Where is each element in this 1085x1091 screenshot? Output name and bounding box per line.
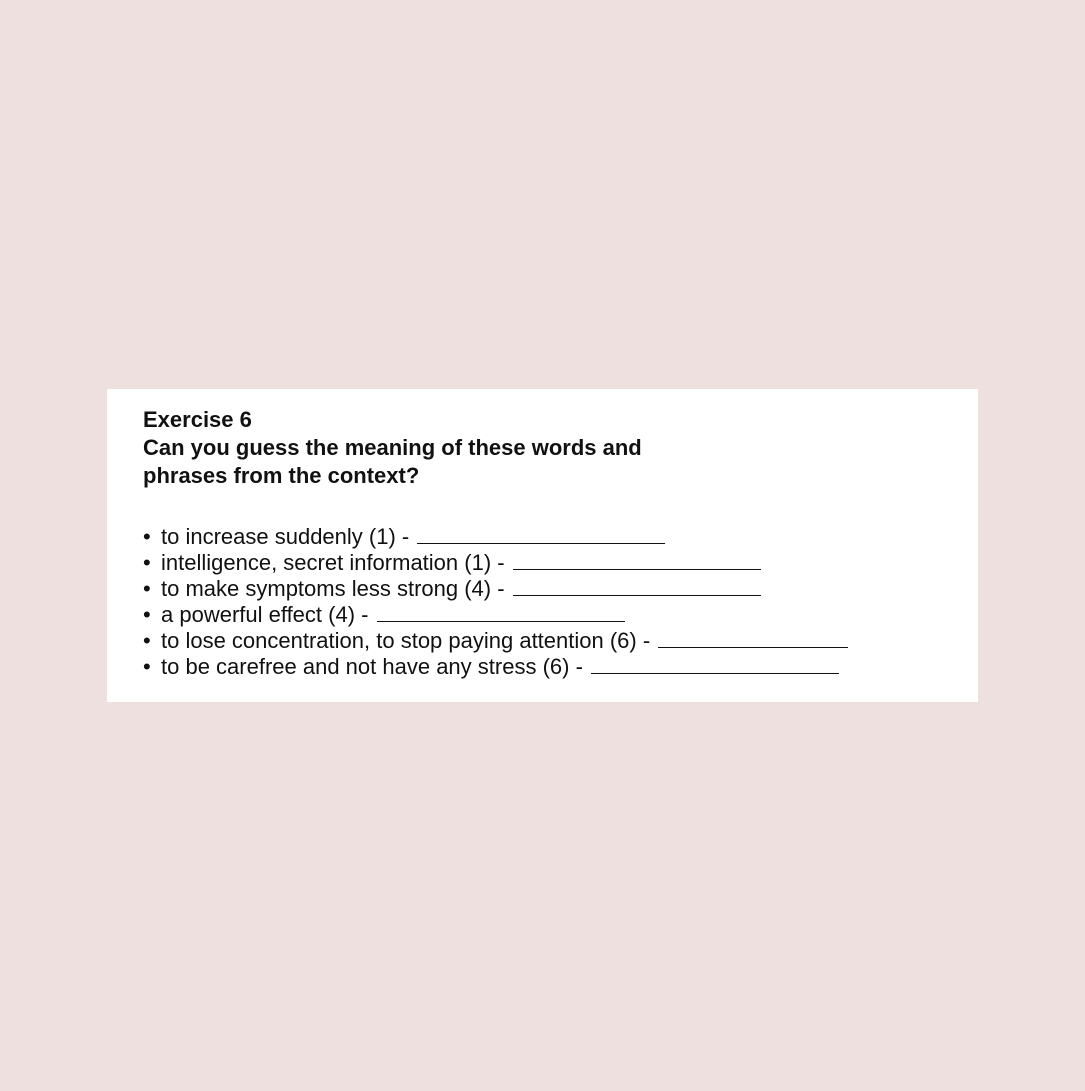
list-item [143,524,978,550]
list-item [143,654,978,680]
exercise-title: Exercise 6 [143,407,252,432]
list-item [143,628,978,654]
bullet: • [143,524,151,549]
bullet: • [143,550,151,575]
list-item [143,576,978,602]
bullet: • [143,602,151,627]
bullet: • [143,654,151,679]
item-text: to increase suddenly (1) - [161,524,410,549]
exercise-question: Can you guess the meaning of these words and phrases from the context? [143,435,642,488]
answer-blank[interactable] [513,577,761,596]
answer-blank[interactable] [658,629,848,648]
exercise-card [107,389,978,702]
answer-blank[interactable] [377,603,625,622]
item-text: to make symptoms less strong (4) - [161,576,505,601]
list-item [143,602,978,628]
bullet: • [143,576,151,601]
item-text: to be carefree and not have any stress (6) - [161,654,583,679]
answer-blank[interactable] [513,551,761,570]
bullet: • [143,628,151,653]
item-text: a powerful effect (4) - [161,602,369,627]
item-text: intelligence, secret information (1) - [161,550,505,575]
exercise-items [143,524,978,680]
answer-blank[interactable] [417,525,665,544]
item-text: to lose concentration, to stop paying attention (6) - [161,628,651,653]
answer-blank[interactable] [591,655,839,674]
list-item [143,550,978,576]
